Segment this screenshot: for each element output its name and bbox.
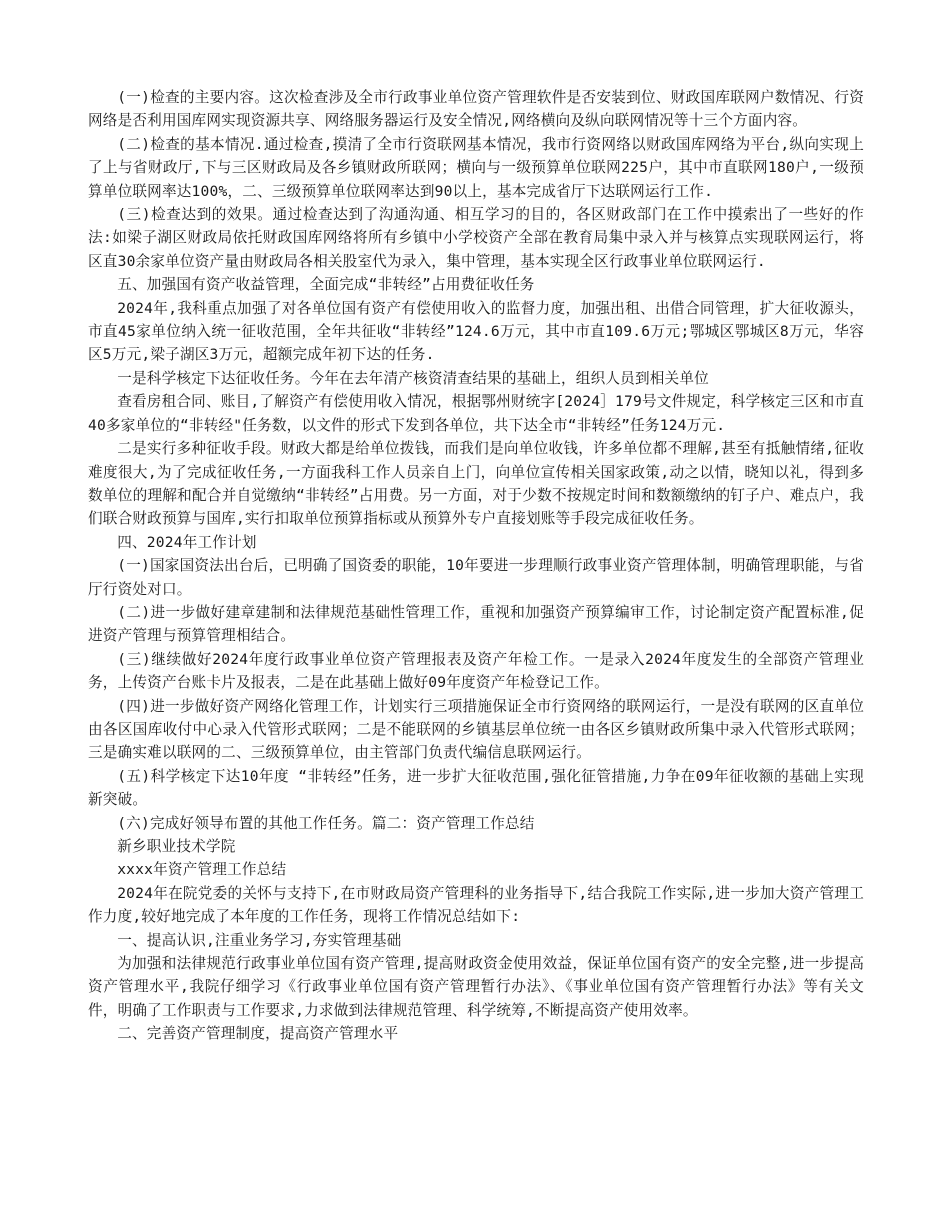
paragraph-8: 二是实行多种征收手段。财政大都是给单位拨钱，而我们是向单位收钱，许多单位都不理解,甚至有抵触情绪,征收难度很大,为了完成征收任务,一方面我科工作人员亲自上门，向单位宣传相关国家政策,动之以情，晓知以礼，得到多数单位的理解和配合并自觉缴纳“非转经”占用费。另一方面，对于少数不按规定时间和数额缴纳的钉子户、难点户，我们联合财政预算与国库,实行扣取单位预算指标或从预算外专户直接划账等手段完成征收任务。 xyxy=(88,440,864,528)
section-heading-2: 二、完善资产管理制度，提高资产管理水平 xyxy=(117,1025,399,1043)
section-heading-4: 四、2024年工作计划 xyxy=(117,533,257,551)
paragraph-2: (二)检查的基本情况.通过检查,摸清了全市行资联网基本情况，我市行资网络以财政国库网络为平台,纵向实现上了上与省财政厅,下与三区财政局及各乡镇财政所联网；横向与一级预算单位联网225户，其中市直联网180户,一级预算单位联网率达100%，二、三级预算单位联网率达到90以上，基本完成省厅下达联网运行工作. xyxy=(88,135,864,200)
paragraph-10: (一)国家国资法出台后，已明确了国资委的职能，10年要进一步理顺行政事业资产管理体制，明确管理职能，与省厅行资处对口。 xyxy=(88,557,864,598)
paragraph-18: 2024年在院党委的关怀与支持下,在市财政局资产管理科的业务指导下,结合我院工作实际,进一步加大资产管理工作力度,较好地完成了本年度的工作任务，现将工作情况总结如下: xyxy=(88,884,864,926)
paragraph-20: 为加强和法律规范行政事业单位国有资产管理,提高财政资金使用效益，保证单位国有资产的安全完整,进一步提高资产管理水平,我院仔细学习《行政事业单位国有资产管理暂行办法》、《事业单位国有资产管理暂行办法》等有关文件，明确了工作职责与工作要求,力求做到法律规范管理、科学统筹,不断提高资产使用效率。 xyxy=(88,955,864,1019)
report-title: xxxx年资产管理工作总结 xyxy=(117,861,287,879)
document-body xyxy=(88,86,864,1046)
paragraph-12: (三)继续做好2024年度行政事业单位资产管理报表及资产年检工作。一是录入2024年度发生的全部资产管理业务，上传资产台账卡片及报表，二是在此基础上做好09年度资产年检登记工作。 xyxy=(88,650,864,692)
paragraph-13: (四)进一步做好资产网络化管理工作，计划实行三项措施保证全市行资网络的联网运行，一是没有联网的区直单位由各区国库收付中心录入代管形式联网；二是不能联网的乡镇基层单位统一由各区乡镇财政所集中录入代管形式联网；三是确实难以联网的二、三级预算单位，由主管部门负责代编信息联网运行。 xyxy=(88,697,864,762)
paragraph-1: (一)检查的主要内容。这次检查涉及全市行政事业单位资产管理软件是否安装到位、财政国库联网户数情况、行资网络是否利用国库网实现资源共享、网络服务器运行及安全情况,网络横向及纵向联网情况等十三个方面内容。 xyxy=(88,89,864,130)
paragraph-15: (六)完成好领导布置的其他工作任务。篇二：资产管理工作总结 xyxy=(117,814,535,832)
paragraph-7: 查看房租合同、账目,了解资产有偿使用收入情况，根据鄂州财统字[2024］179号文件规定，科学核定三区和市直40多家单位的“非转经"任务数，以文件的形式下发到各单位，共下达全市“非转经”任务124万元. xyxy=(88,393,864,434)
paragraph-6: 一是科学核定下达征收任务。今年在去年清产核资清查结果的基础上，组织人员到相关单位 xyxy=(117,369,709,387)
section-heading-1: 一、提高认识,注重业务学习,夯实管理基础 xyxy=(117,931,402,949)
section-heading-5: 五、加强国有资产收益管理，全面完成“非转经”占用费征收任务 xyxy=(117,276,535,294)
paragraph-14: (五)科学核定下达10年度 “非转经”任务，进一步扩大征收范围,强化征管措施,力争在09年征收额的基础上实现新突破。 xyxy=(88,767,864,809)
paragraph-11: (二)进一步做好建章建制和法律规范基础性管理工作，重视和加强资产预算编审工作，讨论制定资产配置标准,促进资产管理与预算管理相结合。 xyxy=(88,603,864,645)
paragraph-3: (三)检查达到的效果。通过检查达到了沟通沟通、相互学习的目的，各区财政部门在工作中摸索出了一些好的作法:如梁子湖区财政局依托财政国库网络将所有乡镇中小学校资产全部在教育局集中录入并与核算点实现联网运行，将区直30余家单位资产量由财政局各相关股室代为录入，集中管理，基本实现全区行政事业单位联网运行. xyxy=(88,206,864,270)
institution-name: 新乡职业技术学院 xyxy=(117,838,236,855)
paragraph-5: 2024年,我科重点加强了对各单位国有资产有偿使用收入的监督力度，加强出租、出借合同管理，扩大征收源头，市直45家单位纳入统一征收范围，全年共征收“非转经”124.6万元，其中市直109.6万元;鄂城区鄂城区8万元，华容区5万元,梁子湖区3万元，超额完成年初下达的任务. xyxy=(88,299,864,364)
